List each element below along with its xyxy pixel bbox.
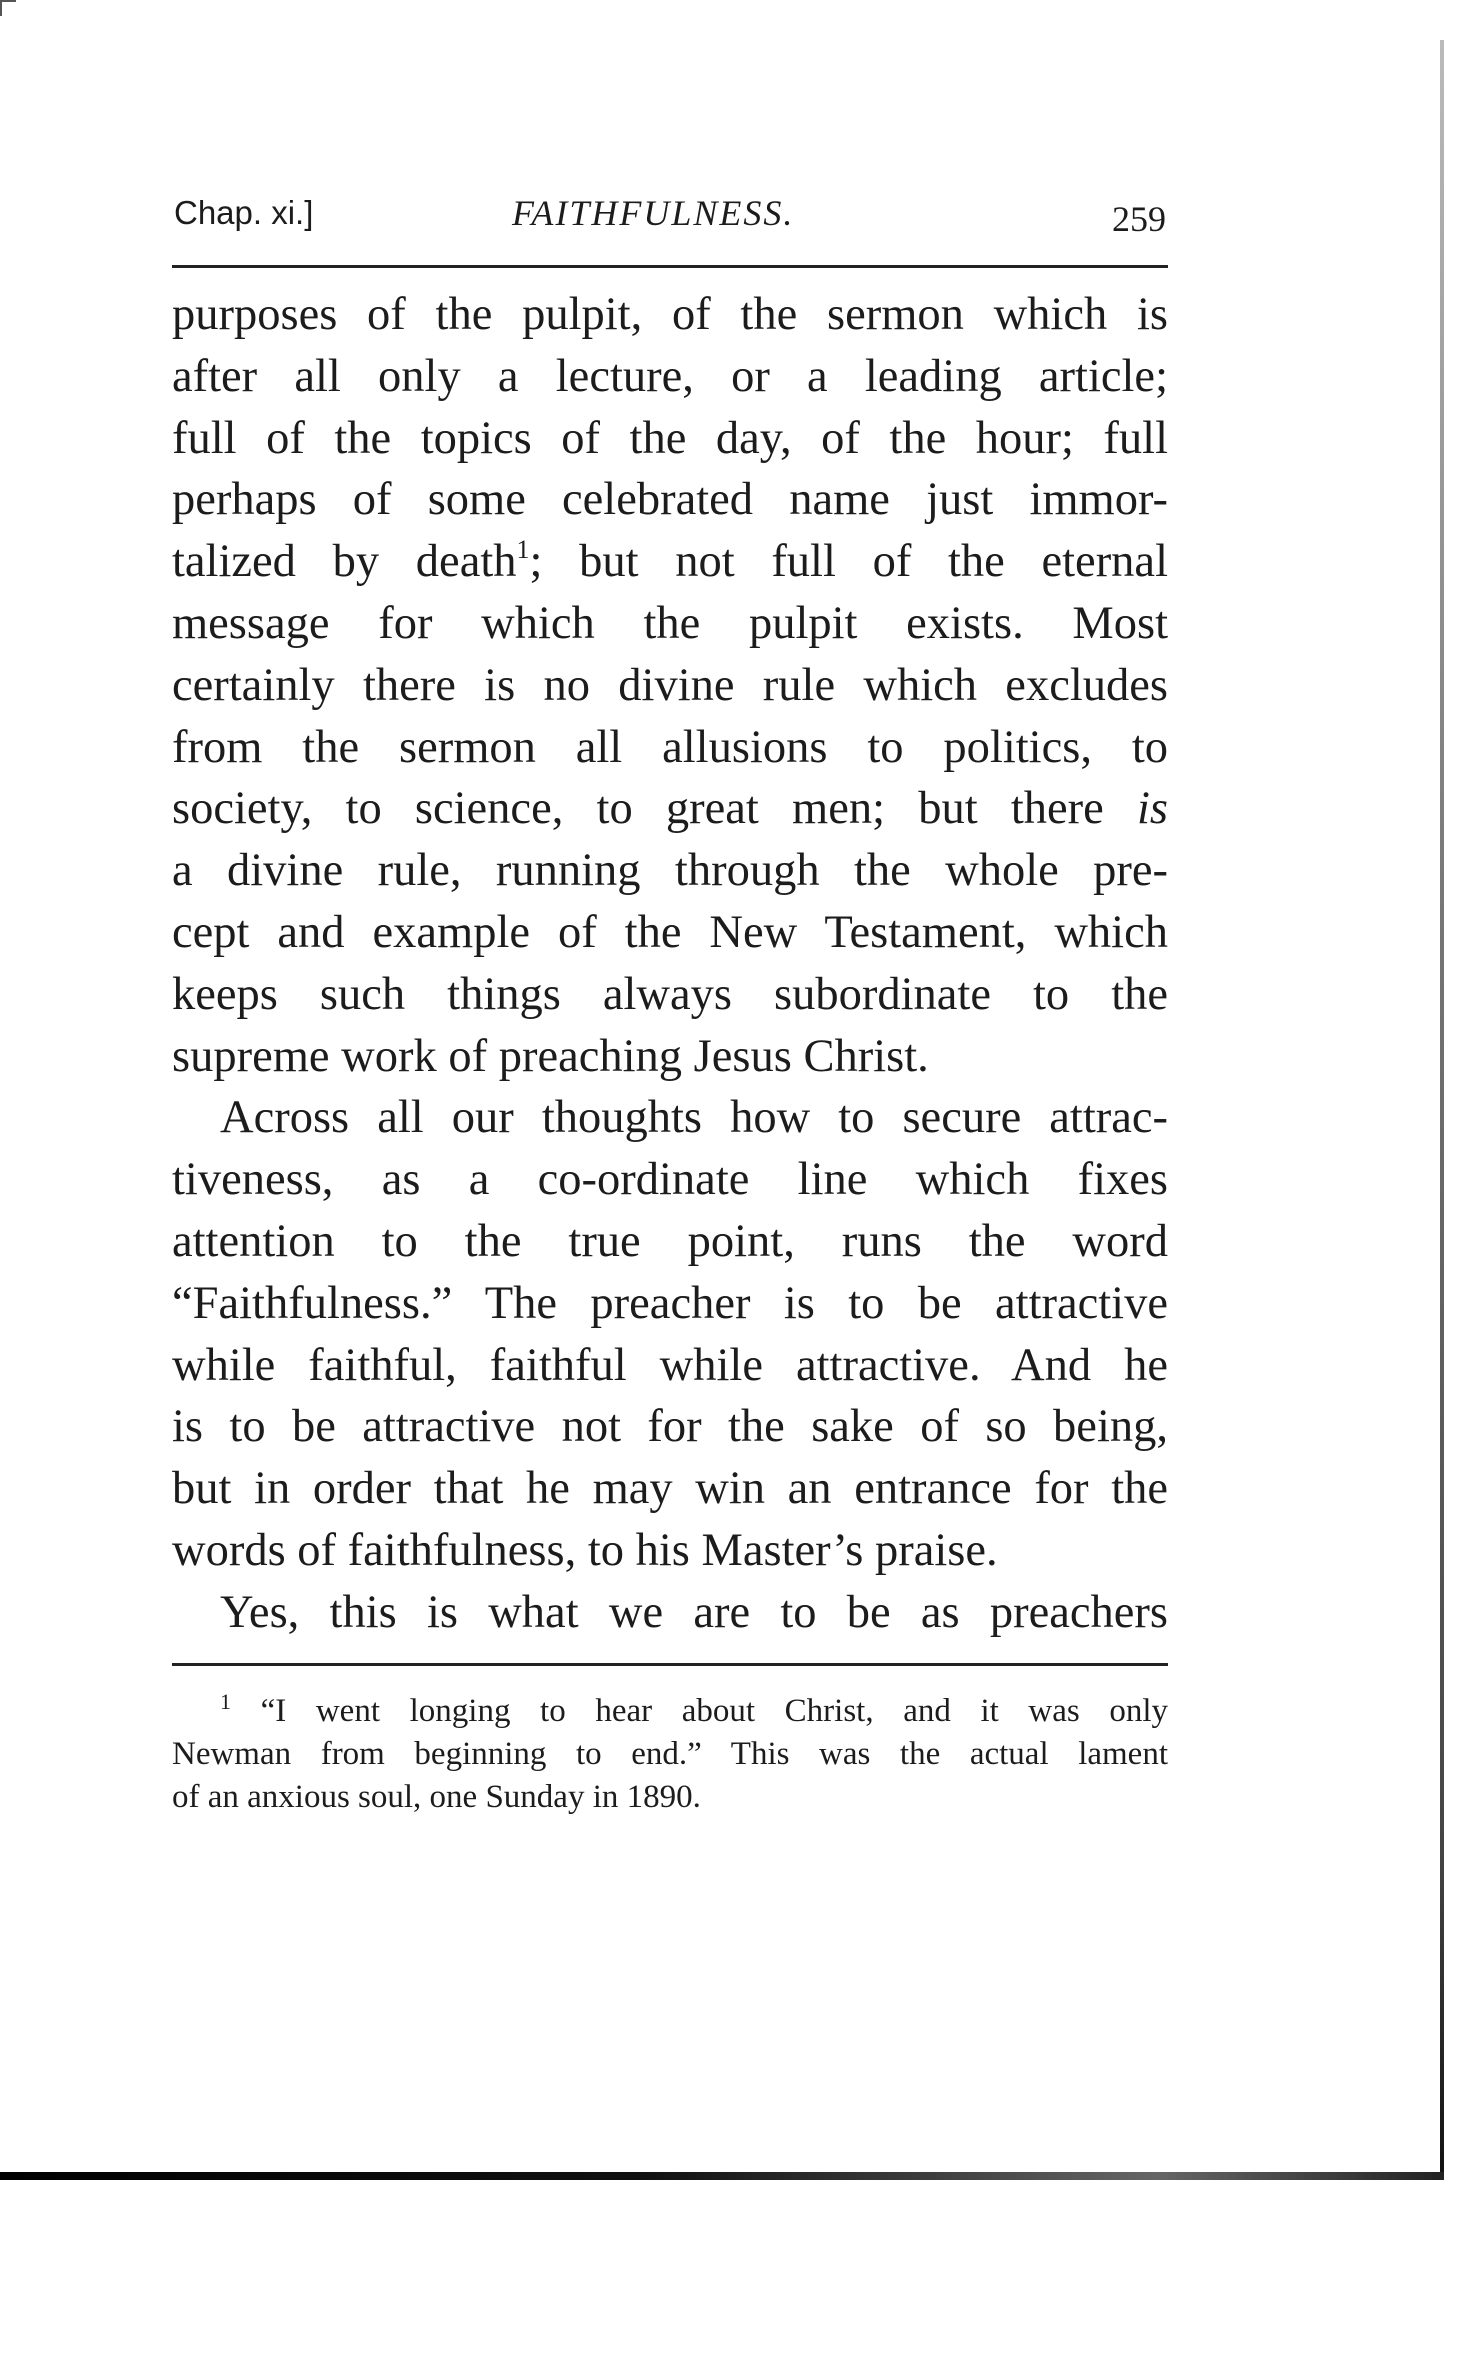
paragraph-first-line: Across all our thoughts how to secure attrac- [220, 1092, 1168, 1144]
footnote-line: of an anxious soul, one Sunday in 1890. [172, 1779, 701, 1815]
page-number: 259 [1112, 199, 1166, 239]
body-line-segment: talized by death [172, 536, 517, 588]
body-line: from the sermon all allusions to politics, to [172, 721, 1168, 773]
body-line: full of the topics of the day, of the hour; full [172, 412, 1168, 464]
footnote-marker: 1 [220, 1689, 231, 1714]
body-line: after all only a lecture, or a leading article; [172, 350, 1168, 402]
page-right-edge-shadow [1440, 40, 1444, 2178]
footnote-line [172, 1690, 1168, 1733]
body-line: but in order that he may win an entrance for the [172, 1463, 1168, 1515]
body-line-segment: society, to science, to great men; but there [172, 783, 1104, 835]
footnote [172, 1690, 1168, 1819]
footnote-line-text: “I went longing to hear about Christ, and it was only [260, 1693, 1168, 1729]
header-rule [172, 265, 1168, 268]
body-line: perhaps of some celebrated name just immor- [172, 474, 1168, 526]
footnote-line: Newman from beginning to end.” This was the actual lament [172, 1736, 1168, 1772]
body-line-with-footnote [172, 531, 1168, 593]
body-line: is to be attractive not for the sake of so being, [172, 1401, 1168, 1453]
body-line: “Faithfulness.” The preacher is to be attractive [172, 1277, 1168, 1329]
chapter-label: Chap. xi.] [174, 194, 314, 231]
body-line: message for which the pulpit exists. Most [172, 597, 1168, 649]
body-line: while faithful, faithful while attractive. And he [172, 1339, 1168, 1391]
body-line: attention to the true point, runs the word [172, 1215, 1168, 1267]
body-line-with-emphasis [172, 778, 1168, 840]
body-line-segment: ; but not full of the eternal [529, 536, 1168, 588]
footnote-rule [172, 1663, 1168, 1666]
body-line: keeps such things always subordinate to the [172, 968, 1168, 1020]
body-text [172, 284, 1168, 1644]
body-line: certainly there is no divine rule which excludes [172, 659, 1168, 711]
chapter-title: FAITHFULNESS. [512, 193, 795, 233]
scan-corner-mark [0, 0, 16, 16]
paragraph-last-line: supreme work of preaching Jesus Christ. [172, 1030, 929, 1082]
paragraph-last-line: words of faithfulness, to his Master’s praise. [172, 1524, 998, 1576]
body-line: tiveness, as a co-ordinate line which fixes [172, 1154, 1168, 1206]
body-line: cept and example of the New Testament, which [172, 906, 1168, 958]
footnote-reference: 1 [516, 535, 530, 565]
running-head [172, 182, 1168, 242]
body-line: a divine rule, running through the whole pre- [172, 845, 1168, 897]
emphasized-word: is [1136, 783, 1168, 835]
page-bottom-edge-shadow [0, 2172, 1444, 2180]
body-line: purposes of the pulpit, of the sermon which is [172, 289, 1168, 340]
paragraph-first-line: Yes, this is what we are to be as preachers [220, 1586, 1168, 1638]
